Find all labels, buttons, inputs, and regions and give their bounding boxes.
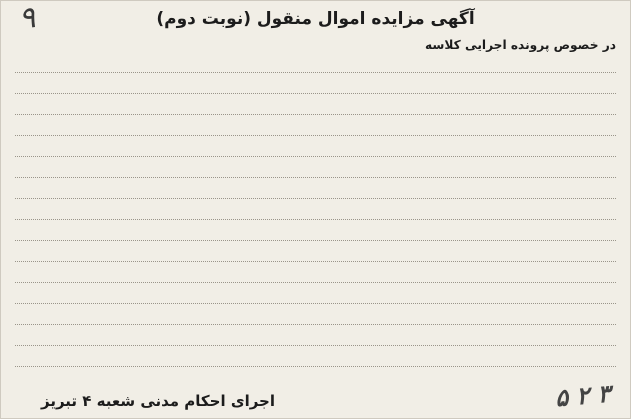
notice-line-3 xyxy=(15,77,616,98)
notice-line-7 xyxy=(15,161,616,182)
untranscribed-line-placeholder xyxy=(15,249,616,262)
untranscribed-line-placeholder xyxy=(15,291,616,304)
untranscribed-line-placeholder xyxy=(15,354,616,367)
notice-line-10 xyxy=(15,224,616,245)
signature-text: اجرای احکام مدنی شعبه ۴ تبریز xyxy=(41,392,275,410)
notice-line-6 xyxy=(15,140,616,161)
untranscribed-line-placeholder xyxy=(15,186,616,199)
notice-line-14 xyxy=(15,308,616,329)
signature-row xyxy=(41,378,612,413)
untranscribed-line-placeholder xyxy=(15,270,616,283)
untranscribed-line-placeholder xyxy=(15,81,616,94)
notice-line-11 xyxy=(15,245,616,266)
untranscribed-line-placeholder xyxy=(15,207,616,220)
untranscribed-line-placeholder xyxy=(15,60,616,73)
notice-body xyxy=(15,35,616,371)
notice-line-5 xyxy=(15,119,616,140)
notice-line-2 xyxy=(15,56,616,77)
notice-title: آگهی مزایده اموال منقول (نوبت دوم) xyxy=(156,9,475,29)
notice-line-16 xyxy=(15,350,616,371)
untranscribed-line-placeholder xyxy=(15,165,616,178)
notice-line-8 xyxy=(15,182,616,203)
notice-line-4 xyxy=(15,98,616,119)
notice-line-9 xyxy=(15,203,616,224)
notice-line-1: در خصوص پرونده اجرایی کلاسه xyxy=(425,38,616,52)
untranscribed-line-placeholder xyxy=(15,102,616,115)
notice-line-12 xyxy=(15,266,616,287)
notice-line-15 xyxy=(15,329,616,350)
handwritten-page-number: ۹ xyxy=(16,0,38,37)
handwritten-stamp: ۳ ۲ ۵ xyxy=(553,378,612,413)
untranscribed-line-placeholder xyxy=(15,123,616,136)
untranscribed-line-placeholder xyxy=(15,333,616,346)
untranscribed-line-placeholder xyxy=(15,144,616,157)
notice-line-13 xyxy=(15,287,616,308)
untranscribed-line-placeholder xyxy=(15,312,616,325)
untranscribed-line-placeholder xyxy=(15,228,616,241)
